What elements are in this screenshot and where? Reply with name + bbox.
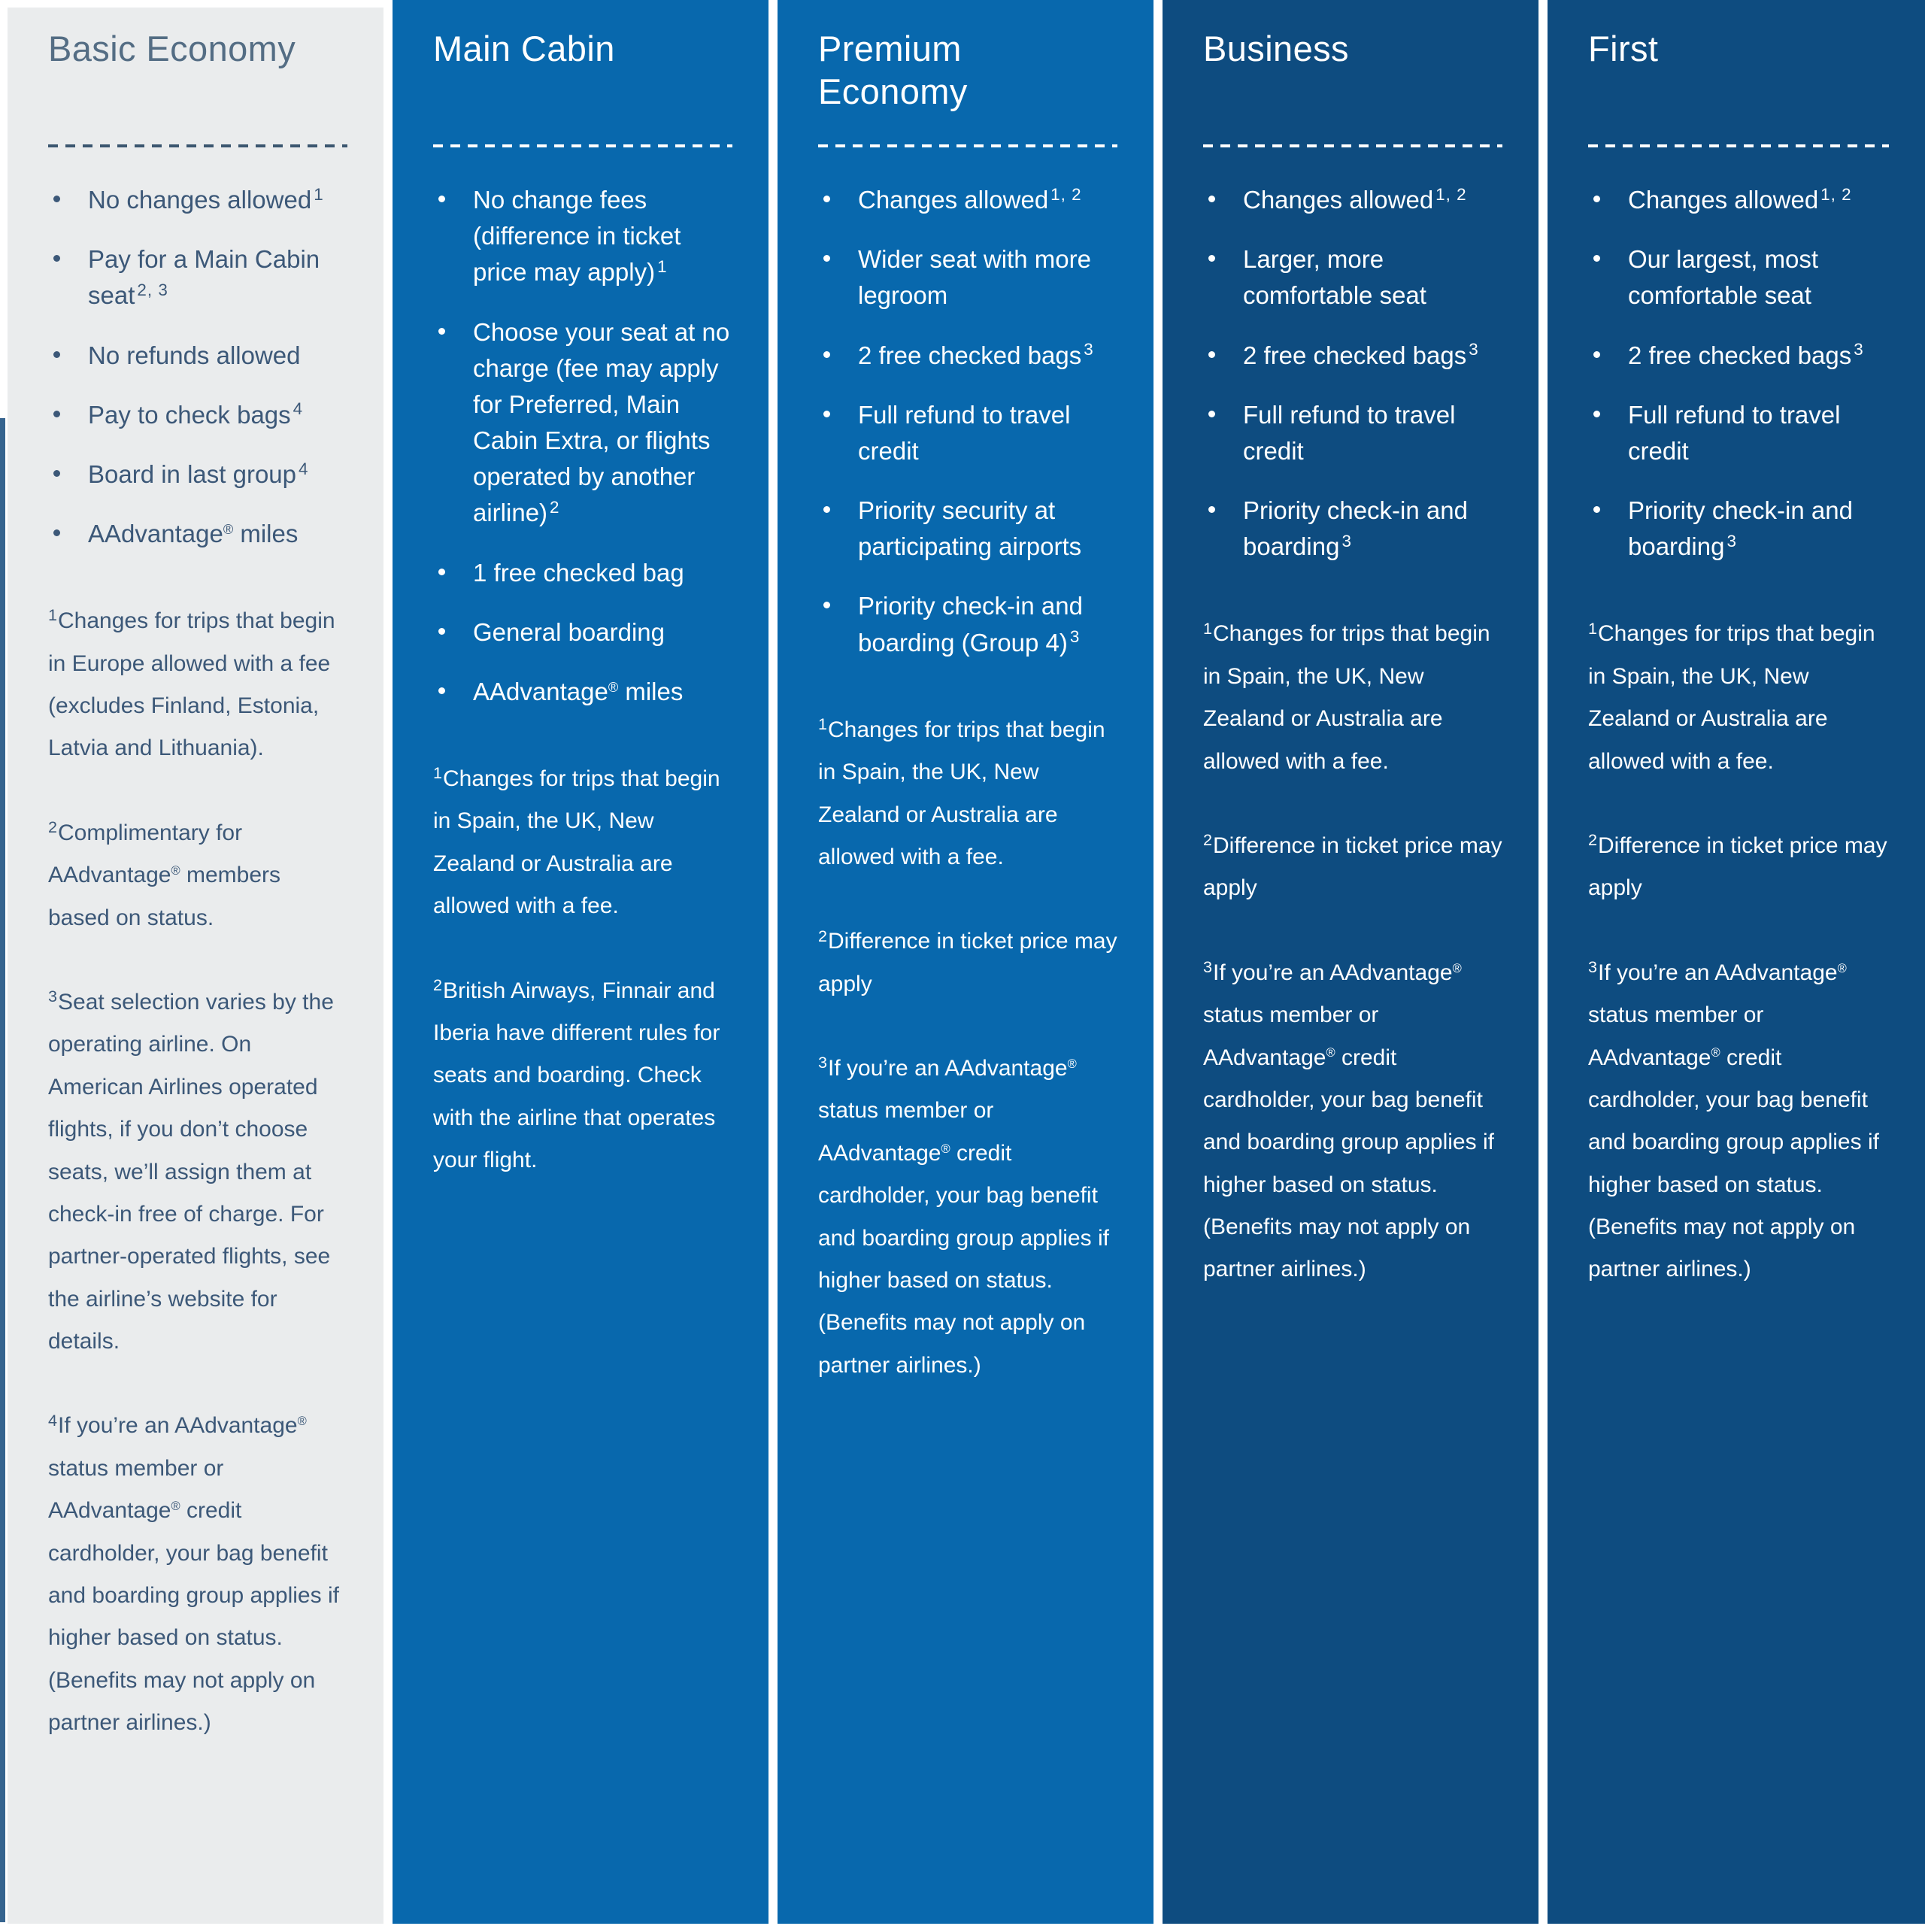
dashed-divider [818, 144, 1117, 147]
benefit-item [433, 614, 732, 651]
footnote-ref: 4 [299, 459, 309, 478]
benefit-item [433, 674, 732, 710]
benefit-item [48, 338, 347, 374]
bullet-dot-icon [438, 196, 445, 202]
bullet-dot-icon [438, 628, 445, 635]
benefit-item [48, 516, 347, 552]
benefit-text: Changes allowed $^{1, 2}$ [858, 184, 1082, 214]
benefit-text: Pay for a Main Cabin seat $^{2, 3}$ [88, 245, 320, 310]
benefit-item [433, 555, 732, 591]
benefit-item [1588, 338, 1889, 374]
bullet-dot-icon [823, 411, 830, 417]
benefit-item [1588, 397, 1889, 469]
benefit-text: Board in last group $^4$ [88, 459, 309, 488]
benefit-item [48, 182, 347, 218]
fare-column-first [1548, 0, 1925, 1924]
benefit-item [1203, 338, 1502, 374]
footnote-ref: 4 [293, 399, 304, 419]
bullet-dot-icon [53, 411, 60, 417]
bullet-dot-icon [823, 602, 830, 608]
bullet-dot-icon [53, 255, 60, 262]
benefit-text: 2 free checked bags $^3$ [1243, 340, 1479, 369]
registered-mark: ® [1837, 961, 1847, 975]
benefit-item [818, 493, 1117, 565]
benefit-item [1203, 182, 1502, 218]
footnote-marker: 3 [1203, 957, 1213, 976]
column-title: Premium Economy [818, 29, 968, 112]
benefit-text: No change fees (difference in ticket price may apply) $^1$ [473, 186, 681, 287]
footnote-ref: 3 [1069, 627, 1081, 647]
footnote [48, 812, 347, 939]
footnote-marker: 1 [1588, 618, 1598, 638]
left-edge-rule [0, 418, 5, 1922]
bullet-dot-icon [823, 255, 830, 262]
column-title-block [818, 27, 1117, 144]
footnote [48, 981, 347, 1363]
footnote-marker: 2 [1203, 830, 1213, 850]
bullet-dot-icon [1208, 255, 1215, 262]
footnote-marker: 3 [48, 987, 58, 1006]
bullet-dot-icon [53, 351, 60, 358]
benefit-item [48, 241, 347, 314]
registered-mark: ® [941, 1142, 950, 1156]
benefit-text: 2 free checked bags $^3$ [1628, 340, 1864, 369]
footnote-ref: 2, 3 [137, 281, 168, 300]
column-title: Main Cabin [433, 29, 615, 68]
benefits-list [1588, 182, 1889, 565]
footnote-marker: 2 [818, 926, 828, 945]
footnote [48, 1405, 347, 1744]
benefits-list [818, 182, 1117, 661]
footnote-ref: 3 [1084, 340, 1094, 359]
benefit-text: No refunds allowed [88, 341, 301, 369]
bullet-dot-icon [1593, 506, 1600, 513]
footnote-text: If you’re an AAdvantage® status member or AAdvantage® credit cardholder, your bag benefit and boarding group applies if higher based on status. (Benefits may not apply on partner airlines.) [818, 1056, 1109, 1378]
footnote-marker: 1 [48, 605, 58, 625]
benefit-text: Our largest, most comfortable seat [1628, 245, 1819, 310]
footnote-ref: 3 [1726, 531, 1737, 550]
benefit-text: 1 free checked bag [473, 558, 684, 587]
footnote-ref: 1, 2 [1050, 184, 1082, 204]
footnote-text: Changes for trips that begin in Spain, the UK, New Zealand or Australia are allowed with a fee. [433, 766, 720, 919]
footnote [818, 709, 1117, 879]
registered-mark: ® [223, 521, 234, 537]
benefit-item [1203, 397, 1502, 469]
footnote [1588, 952, 1889, 1291]
benefit-text: Priority check-in and boarding $^3$ [1628, 496, 1853, 561]
footnote [1588, 613, 1889, 783]
benefit-text: General boarding [473, 617, 665, 646]
benefit-text: Priority check-in and boarding $^3$ [1243, 496, 1468, 561]
footnote [1203, 952, 1502, 1291]
benefit-item [818, 241, 1117, 314]
column-title-block [1203, 27, 1502, 144]
footnote-text: Complimentary for AAdvantage® members based on status. [48, 820, 280, 930]
registered-mark: ® [1711, 1046, 1720, 1060]
registered-mark: ® [171, 863, 180, 878]
footnotes [433, 758, 732, 1182]
registered-mark: ® [171, 1500, 180, 1514]
footnote [818, 1048, 1117, 1387]
footnote-text: Changes for trips that begin in Europe allowed with a fee (excludes Finland, Estonia, Latvia and Lithuania). [48, 608, 335, 761]
footnote-text: Difference in ticket price may apply [1588, 833, 1887, 901]
footnote-marker: 2 [48, 817, 58, 837]
footnote [1203, 613, 1502, 783]
benefit-text: 2 free checked bags $^3$ [858, 340, 1094, 369]
benefit-item [818, 338, 1117, 374]
footnote-marker: 1 [818, 714, 828, 733]
footnote-ref: 2 [550, 498, 560, 517]
footnote-marker: 3 [1588, 957, 1598, 976]
benefits-list [48, 182, 347, 552]
benefit-text: Full refund to travel credit [1628, 400, 1841, 465]
footnote-ref: 1, 2 [1435, 184, 1467, 204]
bullet-dot-icon [438, 328, 445, 335]
footnotes [1203, 613, 1502, 1291]
footnote [433, 970, 732, 1182]
bullet-dot-icon [823, 351, 830, 358]
fare-column-business [1163, 0, 1538, 1924]
footnote-ref: 1 [657, 257, 668, 277]
bullet-dot-icon [1593, 351, 1600, 358]
benefit-text: Pay to check bags $^4$ [88, 399, 304, 429]
dashed-divider [433, 144, 732, 147]
footnote-ref: 3 [1854, 340, 1864, 359]
dashed-divider [1203, 144, 1502, 147]
footnote [433, 758, 732, 928]
footnote-text: Difference in ticket price may apply [818, 929, 1117, 996]
benefit-text: Wider seat with more legroom [858, 245, 1091, 310]
footnote-marker: 2 [433, 975, 443, 994]
benefit-item [433, 182, 732, 291]
footnote-text: Changes for trips that begin in Spain, the UK, New Zealand or Australia are allowed with a fee. [1588, 621, 1875, 774]
benefit-text: Priority check-in and boarding (Group 4) $^3$ [858, 592, 1083, 657]
footnote-marker: 3 [818, 1053, 828, 1072]
registered-mark: ® [297, 1415, 307, 1429]
benefit-item [1588, 182, 1889, 218]
fare-column-basic-economy [8, 8, 383, 1924]
benefit-item [1588, 493, 1889, 565]
column-title: First [1588, 29, 1659, 68]
footnote-marker: 1 [433, 763, 443, 783]
footnote [1203, 825, 1502, 910]
footnote [818, 921, 1117, 1005]
registered-mark: ® [1067, 1057, 1077, 1071]
bullet-dot-icon [1208, 351, 1215, 358]
benefit-item [433, 314, 732, 532]
footnote-text: Changes for trips that begin in Spain, the UK, New Zealand or Australia are allowed with a fee. [1203, 621, 1490, 774]
bullet-dot-icon [823, 196, 830, 202]
benefit-text: Choose your seat at no charge (fee may apply for Preferred, Main Cabin Extra, or flights operated by another airline) $^2$ [473, 317, 730, 527]
benefit-text: Changes allowed $^{1, 2}$ [1628, 184, 1852, 214]
bullet-dot-icon [823, 506, 830, 513]
benefit-item [1203, 493, 1502, 565]
footnote-ref: 1, 2 [1820, 184, 1852, 204]
bullet-dot-icon [1593, 255, 1600, 262]
benefit-text: AAdvantage® miles [88, 520, 299, 548]
benefits-list [433, 182, 732, 710]
bullet-dot-icon [53, 470, 60, 477]
benefit-item [1588, 241, 1889, 314]
column-title-block [48, 27, 347, 144]
bullet-dot-icon [1208, 411, 1215, 417]
benefit-item [818, 397, 1117, 469]
footnote-ref: 1 [314, 184, 324, 204]
column-title: Basic Economy [48, 29, 296, 68]
benefit-item [48, 397, 347, 433]
benefit-item [818, 182, 1117, 218]
footnote [48, 600, 347, 770]
footnote-ref: 3 [1341, 531, 1352, 550]
bullet-dot-icon [438, 687, 445, 694]
benefit-item [48, 456, 347, 493]
bullet-dot-icon [1208, 506, 1215, 513]
footnote-text: British Airways, Finnair and Iberia have different rules for seats and boarding. Check with the airline that operates your flight. [433, 978, 720, 1173]
column-title-block [433, 27, 732, 144]
footnotes [1588, 613, 1889, 1291]
registered-mark: ® [1452, 961, 1462, 975]
benefits-list [1203, 182, 1502, 565]
benefit-text: Changes allowed $^{1, 2}$ [1243, 184, 1467, 214]
bullet-dot-icon [1593, 411, 1600, 417]
bullet-dot-icon [1208, 196, 1215, 202]
footnotes [48, 600, 347, 1744]
benefit-text: Full refund to travel credit [1243, 400, 1456, 465]
bullet-dot-icon [53, 529, 60, 536]
footnote-text: If you’re an AAdvantage® status member or AAdvantage® credit cardholder, your bag benefit and boarding group applies if higher based on status. (Benefits may not apply on partner airlines.) [48, 1413, 339, 1736]
footnote-text: Seat selection varies by the operating airline. On American Airlines operated flights, if you don’t choose seats, we’ll assign them at check-in free of charge. For partner-operated flights, see the airline’s website for details. [48, 989, 334, 1354]
fare-column-premium-economy [778, 0, 1153, 1924]
bullet-dot-icon [53, 196, 60, 202]
footnote-ref: 3 [1469, 340, 1479, 359]
benefit-item [1203, 241, 1502, 314]
footnote-marker: 2 [1588, 830, 1598, 850]
benefit-text: AAdvantage® miles [473, 677, 684, 705]
benefit-text: Larger, more comfortable seat [1243, 245, 1426, 310]
column-title-block [1588, 27, 1889, 144]
fare-column-main-cabin [393, 0, 768, 1924]
benefit-text: Full refund to travel credit [858, 400, 1071, 465]
footnote-marker: 1 [1203, 618, 1213, 638]
registered-mark: ® [1326, 1046, 1335, 1060]
dashed-divider [1588, 144, 1889, 147]
footnote-marker: 4 [48, 1410, 58, 1430]
benefit-text: Priority security at participating airports [858, 496, 1082, 561]
footnote-text: Difference in ticket price may apply [1203, 833, 1502, 901]
dashed-divider [48, 144, 347, 147]
footnote-text: If you’re an AAdvantage® status member or AAdvantage® credit cardholder, your bag benefit and boarding group applies if higher based on status. (Benefits may not apply on partner airlines.) [1203, 960, 1494, 1282]
registered-mark: ® [608, 679, 619, 695]
bullet-dot-icon [438, 569, 445, 575]
footnotes [818, 709, 1117, 1387]
footnote-text: If you’re an AAdvantage® status member or AAdvantage® credit cardholder, your bag benefit and boarding group applies if higher based on status. (Benefits may not apply on partner airlines.) [1588, 960, 1879, 1282]
column-title: Business [1203, 29, 1349, 68]
footnote-text: Changes for trips that begin in Spain, the UK, New Zealand or Australia are allowed with a fee. [818, 717, 1105, 869]
footnote [1588, 825, 1889, 910]
bullet-dot-icon [1593, 196, 1600, 202]
benefit-item [818, 588, 1117, 660]
benefit-text: No changes allowed $^1$ [88, 184, 324, 214]
